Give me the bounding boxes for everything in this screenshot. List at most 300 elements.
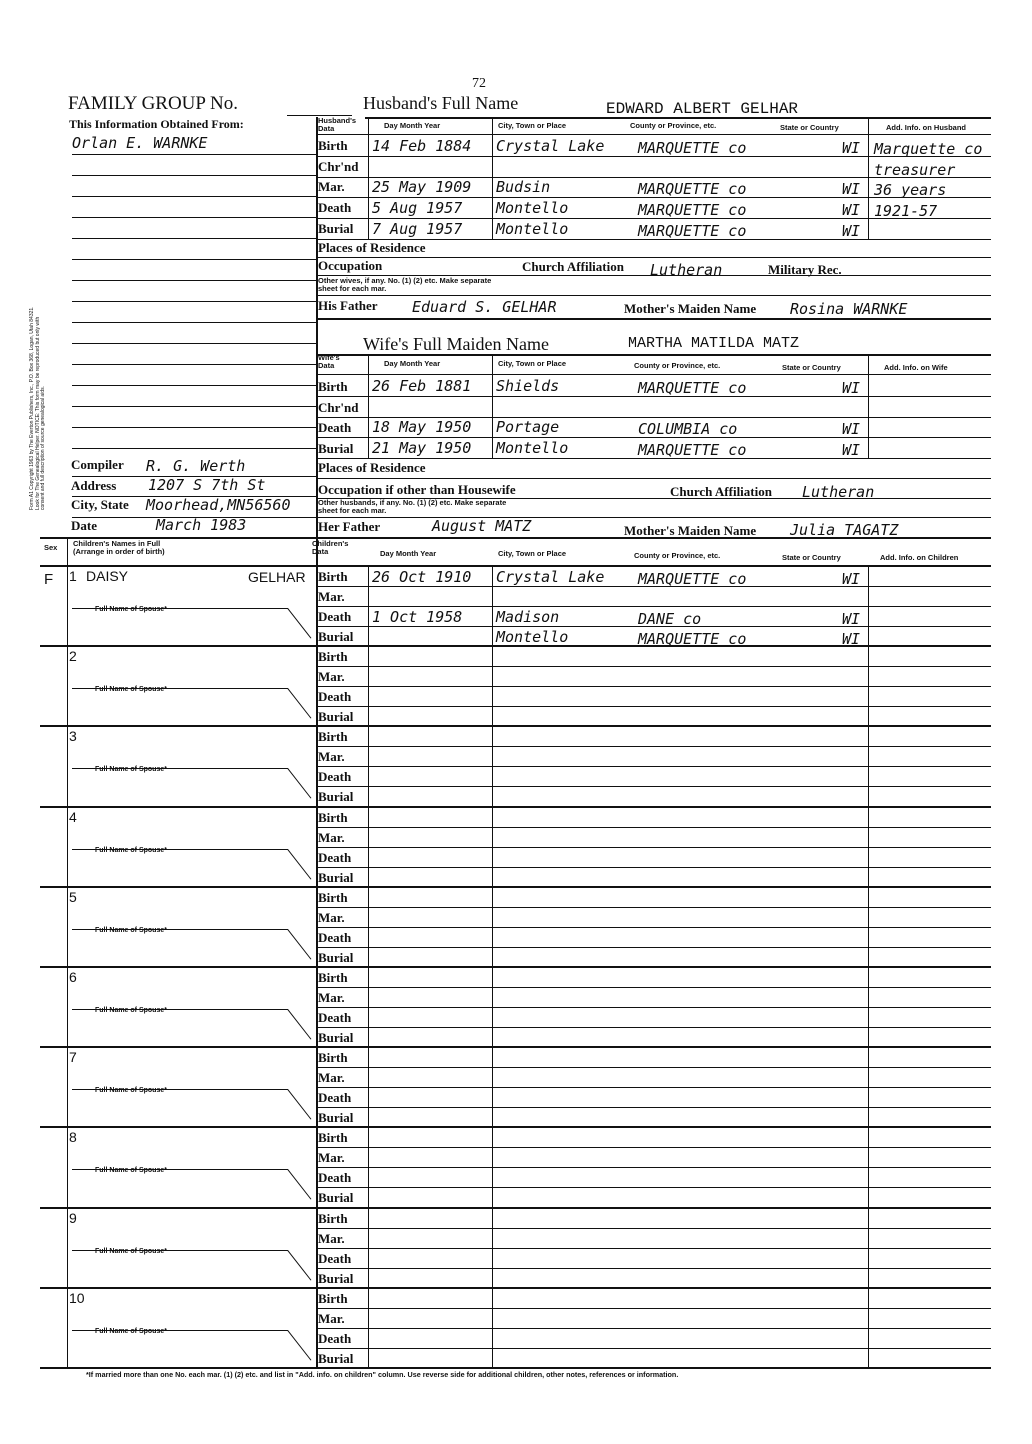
his-father-label: His Father (318, 298, 378, 313)
spouse-label: Full Name of Spouse* (95, 846, 167, 854)
blank-line (72, 175, 316, 176)
child-event-label: Birth (318, 1130, 348, 1146)
blank-line (72, 259, 316, 260)
husband-name-label: Husband's Full Name (363, 93, 519, 113)
her-mother-label: Mother's Maiden Name (624, 523, 757, 538)
child-event-label: Mar. (318, 669, 345, 685)
event-label: Birth (318, 138, 348, 153)
date-col-divider (368, 354, 369, 458)
date-col-divider (368, 1047, 369, 1127)
info-from-value: Orlan E. WARNKE (72, 134, 208, 152)
info-from-label: This Information Obtained From: (69, 117, 244, 131)
child-event-line (316, 1147, 991, 1148)
child-event-label: Burial (318, 1190, 354, 1206)
child-event-line (316, 1027, 991, 1028)
child-number: 10 (69, 1289, 85, 1306)
child-given-name: DAISY (86, 568, 129, 584)
child-event-line (316, 746, 991, 747)
city-state-label: City, State (71, 497, 129, 512)
wife-col-county: County or Province, etc. (634, 361, 721, 370)
children-header-bottom (40, 565, 991, 567)
spouse-diagonal (287, 1009, 311, 1040)
col-add-wife: Add. Info. on Wife (884, 363, 948, 372)
spouse-diagonal (287, 1169, 311, 1200)
child-block-line (40, 1126, 991, 1128)
child-event-line (316, 847, 991, 848)
child-number: 8 (69, 1129, 77, 1146)
blank-line (72, 301, 316, 302)
wife-name-label: Wife's Full Maiden Name (363, 334, 549, 354)
childrens-data-label: Children's Data (312, 539, 349, 556)
child-event-state: WI (842, 630, 861, 648)
child-event-line (316, 586, 991, 587)
child-event-line (316, 987, 991, 988)
city-state-value: Moorhead,MN56560 (146, 496, 291, 514)
blank-line (72, 343, 316, 344)
child-block-line (40, 1046, 991, 1048)
her-residence-label: Places of Residence (318, 460, 426, 475)
child-event-line (316, 827, 991, 828)
event-state: WI (842, 441, 861, 459)
event-date: 21 May 1950 (372, 439, 472, 457)
wife-col-city: City, Town or Place (498, 359, 567, 368)
child-event-label: Mar. (318, 1070, 345, 1086)
city-col-divider (492, 566, 493, 646)
add-col-divider (868, 967, 869, 1047)
child-event-line (316, 907, 991, 908)
event-county: MARQUETTE co (638, 441, 747, 459)
child-event-line (316, 867, 991, 868)
event-date: 18 May 1950 (372, 418, 472, 436)
address-label: Address (71, 478, 117, 493)
add-col-divider (868, 566, 869, 646)
sex-label: Sex (44, 543, 58, 552)
event-info: 1921-57 (874, 202, 938, 220)
child-event-label: Mar. (318, 749, 345, 765)
col-city: City, Town or Place (498, 121, 567, 130)
child-block-line (40, 1207, 991, 1209)
col-day-month-year: Day Month Year (384, 121, 441, 130)
her-father-label: Her Father (318, 519, 381, 534)
child-col-county: County or Province, etc. (634, 551, 721, 560)
child-event-label: Mar. (318, 589, 345, 604)
child-block-line (40, 725, 991, 727)
city-col-divider (492, 967, 493, 1047)
date-col-divider (368, 887, 369, 967)
city-col-divider (492, 1288, 493, 1368)
date-col-divider (368, 726, 369, 806)
col-add-children: Add. Info. on Children (880, 553, 959, 562)
event-state: WI (842, 180, 861, 198)
footnote: *If married more than one No. each mar. (1) (2) etc. and list in "Add. info. on children" column. Use reverse side for additional children, other notes, references or information. (86, 1370, 679, 1379)
child-event-label: Death (318, 1010, 352, 1025)
blank-line (72, 364, 316, 365)
event-label: Chr'nd (318, 400, 359, 415)
sex-column-divider (67, 537, 68, 1368)
date-col-divider (368, 646, 369, 726)
add-col-divider (868, 887, 869, 967)
child-event-label: Burial (318, 1030, 354, 1045)
child-number: 9 (69, 1209, 77, 1226)
event-county: MARQUETTE co (638, 379, 747, 397)
husband-residence-line (316, 257, 991, 258)
city-col-divider (492, 354, 493, 458)
child-event-label: Death (318, 849, 352, 865)
child-event-label: Mar. (318, 990, 345, 1005)
child-event-line (316, 666, 991, 667)
child-event-label: Burial (318, 1110, 354, 1126)
child-event-line (316, 1228, 991, 1229)
child-number: 5 (69, 888, 77, 905)
husband-section-end (316, 318, 991, 320)
child-event-label: Birth (318, 809, 348, 825)
date-col-divider (368, 807, 369, 887)
date-col-divider (368, 1208, 369, 1288)
event-label: Death (318, 200, 352, 215)
spouse-diagonal (287, 608, 311, 639)
event-label: Birth (318, 379, 348, 394)
child-event-date: 26 Oct 1910 (372, 568, 472, 586)
child-event-label: Burial (318, 949, 354, 965)
city-col-divider (492, 646, 493, 726)
child-event-label: Birth (318, 649, 348, 665)
child-event-line (316, 606, 991, 607)
wife-header-line (316, 374, 991, 375)
child-event-label: Burial (318, 789, 354, 805)
event-label: Death (318, 420, 352, 435)
date-col-divider (368, 1127, 369, 1207)
wife-residence-line (316, 478, 991, 479)
his-church: Lutheran (650, 261, 723, 279)
wife-col-state: State or Country (782, 363, 841, 372)
event-place: Portage (496, 418, 560, 436)
child-event-line (316, 626, 991, 627)
spouse-diagonal (287, 1089, 311, 1120)
child-event-line (316, 1007, 991, 1008)
husband-name-line (365, 117, 991, 119)
spouse-line (72, 1089, 288, 1090)
spouse-diagonal (287, 768, 311, 799)
child-block-line (40, 966, 991, 968)
husbands-data-label: Husband's Data (318, 116, 357, 133)
child-event-label: Birth (318, 729, 348, 745)
his-military-label: Military Rec. (768, 262, 842, 277)
city-col-divider (492, 1047, 493, 1127)
event-label: Mar. (318, 179, 345, 194)
child-number: 2 (69, 648, 77, 665)
her-church-label: Church Affiliation (670, 484, 772, 499)
other-wives-line (316, 295, 991, 296)
city-col-divider (492, 117, 493, 240)
add-col-divider (868, 1127, 869, 1207)
spouse-line (72, 1009, 288, 1010)
event-state: WI (842, 420, 861, 438)
spouse-label: Full Name of Spouse* (95, 1167, 167, 1175)
add-col-divider (868, 646, 869, 726)
child-event-date: 1 Oct 1958 (372, 608, 463, 626)
spouse-label: Full Name of Spouse* (95, 1327, 167, 1335)
event-county: COLUMBIA co (638, 420, 738, 438)
add-col-divider (868, 1288, 869, 1368)
children-names-label: Children's Names in Full (Arrange in order of birth) (73, 539, 165, 556)
child-event-line (316, 1348, 991, 1349)
wife-name: MARTHA MATILDA MATZ (628, 335, 800, 352)
child-col-dmy: Day Month Year (380, 549, 437, 558)
event-label: Burial (318, 441, 354, 456)
spouse-line (72, 688, 288, 689)
her-mother: Julia TAGATZ (790, 521, 899, 539)
child-event-label: Birth (318, 970, 348, 985)
event-line (316, 197, 991, 198)
event-label: Chr'nd (318, 159, 359, 174)
child-event-line (316, 1328, 991, 1329)
event-county: MARQUETTE co (638, 222, 747, 240)
child-event-label: Mar. (318, 829, 345, 845)
add-col-divider (868, 726, 869, 806)
child-event-label: Birth (318, 1210, 348, 1226)
wife-name-line (316, 354, 991, 356)
child-event-label: Burial (318, 629, 354, 644)
husband-header-line (316, 134, 991, 135)
his-mother: Rosina WARNKE (790, 300, 908, 318)
event-date: 26 Feb 1881 (372, 377, 472, 395)
compiler-value: R. G. Werth (146, 457, 246, 475)
event-county: MARQUETTE co (638, 139, 747, 157)
her-father: August MATZ (432, 517, 532, 535)
spouse-diagonal (287, 1250, 311, 1281)
city-col-divider (492, 726, 493, 806)
child-block-line (40, 886, 991, 888)
child-event-label: Birth (318, 1290, 348, 1306)
child-event-label: Burial (318, 1350, 354, 1366)
blank-line (72, 238, 316, 239)
other-husbands-label: Other husbands, if any. No. (1) (2) etc. Make separate sheet for each mar. (318, 498, 507, 515)
family-group-label: FAMILY GROUP No. (68, 93, 238, 114)
child-block-line (40, 806, 991, 808)
event-date: 14 Feb 1884 (372, 137, 472, 155)
child-col-state: State or Country (782, 553, 841, 562)
spouse-diagonal (287, 929, 311, 960)
blank-line (72, 427, 316, 428)
child-event-label: Burial (318, 869, 354, 885)
child-event-label: Birth (318, 1050, 348, 1066)
child-event-line (316, 766, 991, 767)
child-event-label: Death (318, 1170, 352, 1186)
date-col-divider (368, 1288, 369, 1368)
child-event-label: Death (318, 1090, 352, 1106)
child-number: 6 (69, 969, 77, 985)
spouse-label: Full Name of Spouse* (95, 1087, 167, 1095)
event-place: Shields (496, 377, 560, 395)
child-event-line (316, 1167, 991, 1168)
event-county: MARQUETTE co (638, 180, 747, 198)
page-number: 72 (472, 76, 486, 91)
address-value: 1207 S 7th St (148, 476, 266, 494)
child-number: 7 (69, 1049, 77, 1066)
spouse-label: Full Name of Spouse* (95, 606, 167, 613)
other-wives-label: Other wives, if any. No. (1) (2) etc. Make separate sheet for each mar. (318, 276, 492, 293)
his-mother-label: Mother's Maiden Name (624, 301, 757, 316)
event-state: WI (842, 379, 861, 397)
child-event-line (316, 786, 991, 787)
city-col-divider (492, 1127, 493, 1207)
child-event-line (316, 1107, 991, 1108)
col-county: County or Province, etc. (630, 121, 717, 130)
child-number: 1 (69, 568, 77, 584)
child-event-line (316, 1087, 991, 1088)
add-col-divider (868, 354, 869, 458)
child-event-line (316, 947, 991, 948)
blank-line (72, 322, 316, 323)
event-date: 7 Aug 1957 (372, 220, 463, 238)
wife-col-dmy: Day Month Year (384, 359, 441, 368)
date-label: Date (71, 518, 97, 533)
child-number: 4 (69, 808, 77, 825)
spouse-line (72, 929, 288, 930)
child-number: 3 (69, 728, 77, 745)
child-event-label: Burial (318, 709, 354, 725)
child-event-line (316, 686, 991, 687)
child-event-label: Death (318, 689, 352, 705)
event-line (316, 458, 991, 459)
event-date: 25 May 1909 (372, 178, 472, 196)
blank-line (72, 196, 316, 197)
child-event-line (316, 706, 991, 707)
spouse-diagonal (287, 688, 311, 719)
date-col-divider (368, 117, 369, 240)
child-event-line (316, 1268, 991, 1269)
child-event-line (316, 1308, 991, 1309)
city-col-divider (492, 1208, 493, 1288)
child-event-county: MARQUETTE co (638, 570, 747, 588)
event-place: Crystal Lake (496, 137, 605, 155)
copyright-note: Form A1 Copyright 1963 by The Everton Publishers, Inc., P.O. Box 368, Logan, Utah 84321. Look for The Genealogical Helper. NOTICE: This form may be reproduced but only with consent and full description of source genealogical aids. (29, 306, 46, 510)
spouse-label: Full Name of Spouse* (95, 766, 167, 774)
child-event-label: Mar. (318, 1230, 345, 1246)
add-col-divider (868, 1208, 869, 1288)
child-event-label: Death (318, 1250, 352, 1266)
child-event-county: DANE co (638, 610, 702, 628)
blank-line (72, 154, 316, 155)
spouse-label: Full Name of Spouse* (95, 1247, 167, 1255)
his-residence-label: Places of Residence (318, 240, 426, 255)
child-sex: F (44, 571, 54, 588)
event-date: 5 Aug 1957 (372, 199, 463, 217)
her-church: Lutheran (802, 483, 875, 501)
spouse-label: Full Name of Spouse* (95, 1007, 167, 1014)
child-event-label: Birth (318, 889, 348, 905)
wifes-data-label: Wife's Data (318, 353, 340, 370)
col-state: State or Country (780, 123, 839, 132)
event-place: Budsin (496, 178, 551, 196)
city-col-divider (492, 807, 493, 887)
spouse-line (72, 608, 288, 609)
spouse-line (72, 1169, 288, 1170)
event-line (316, 437, 991, 438)
event-place: Montello (496, 439, 569, 457)
child-event-place: Montello (496, 628, 569, 646)
child-block-line (40, 1367, 991, 1369)
blank-line (72, 217, 316, 218)
add-col-divider (868, 807, 869, 887)
his-occupation-label: Occupation (318, 258, 383, 273)
husband-name: EDWARD ALBERT GELHAR (606, 100, 799, 118)
child-block-line (40, 645, 991, 647)
date-value: March 1983 (156, 516, 247, 534)
date-col-divider (368, 566, 369, 646)
add-col-divider (868, 117, 869, 240)
event-state: WI (842, 139, 861, 157)
spouse-diagonal (287, 849, 311, 880)
date-col-divider (368, 967, 369, 1047)
event-place: Montello (496, 220, 569, 238)
blank-line (72, 406, 316, 407)
child-event-state: WI (842, 570, 861, 588)
child-event-state: WI (842, 610, 861, 628)
child-event-line (316, 1187, 991, 1188)
child-surname: GELHAR (248, 569, 306, 585)
child-event-label: Mar. (318, 909, 345, 925)
child-event-label: Burial (318, 1270, 354, 1286)
child-event-label: Death (318, 769, 352, 785)
his-church-label: Church Affiliation (522, 259, 624, 274)
child-event-label: Death (318, 1330, 352, 1346)
event-line (316, 218, 991, 219)
event-place: Montello (496, 199, 569, 217)
children-header-top (40, 537, 991, 539)
child-block-line (40, 1287, 991, 1289)
child-event-place: Madison (496, 608, 560, 626)
spouse-diagonal (287, 1330, 311, 1361)
child-event-label: Birth (318, 569, 348, 584)
event-info: treasurer (874, 161, 956, 179)
child-event-label: Death (318, 929, 352, 945)
spouse-line (72, 768, 288, 769)
spouse-line (72, 849, 288, 850)
child-event-label: Mar. (318, 1310, 345, 1326)
other-husbands-line (316, 517, 991, 518)
event-line (316, 396, 991, 397)
spouse-label: Full Name of Spouse* (95, 686, 167, 694)
event-state: WI (842, 222, 861, 240)
blank-line (72, 385, 316, 386)
event-info: Marquette co (874, 140, 983, 158)
event-line (316, 156, 991, 157)
blank-line (72, 448, 316, 449)
compiler-label: Compiler (71, 457, 124, 472)
his-father: Eduard S. GELHAR (412, 298, 557, 316)
child-event-line (316, 1248, 991, 1249)
child-col-city: City, Town or Place (498, 549, 567, 558)
child-event-line (316, 927, 991, 928)
blank-line (72, 280, 316, 281)
child-event-line (316, 1067, 991, 1068)
child-event-label: Death (318, 609, 352, 624)
event-state: WI (842, 201, 861, 219)
her-occupation-label: Occupation if other than Housewife (318, 482, 516, 497)
spouse-label: Full Name of Spouse* (95, 926, 167, 934)
event-label: Burial (318, 221, 354, 236)
add-col-divider (868, 1047, 869, 1127)
event-county: MARQUETTE co (638, 201, 747, 219)
child-event-county: MARQUETTE co (638, 630, 747, 648)
spouse-line (72, 1250, 288, 1251)
city-col-divider (492, 887, 493, 967)
event-info: 36 years (874, 181, 947, 199)
child-event-place: Crystal Lake (496, 568, 605, 586)
child-event-label: Mar. (318, 1150, 345, 1166)
spouse-line (72, 1330, 288, 1331)
